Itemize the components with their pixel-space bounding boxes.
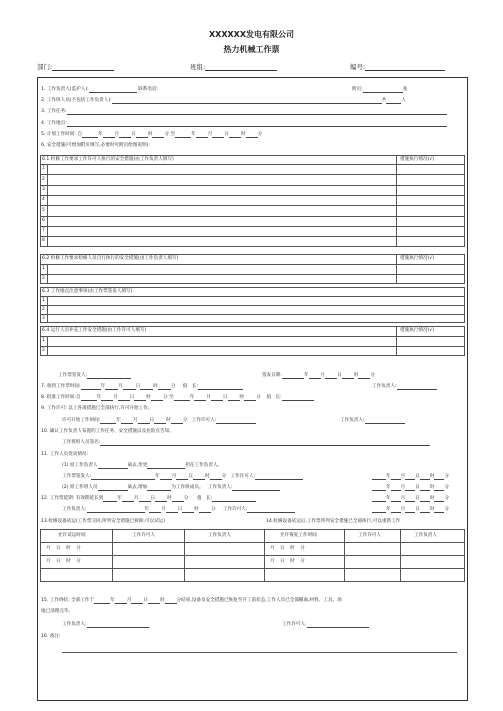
row-3-task[interactable]: 3. 工作任务: xyxy=(41,109,447,115)
row-10-confirm: 10. 确认工作负责人布置的工作任务、安全措施以及危险点告知。 xyxy=(41,429,174,434)
row-10-signatures[interactable]: 工作班组人员签名: xyxy=(62,440,430,446)
row-11-issuer[interactable]: 工作票签发人: 年 月 日 时 分 工作许可人: xyxy=(62,474,303,480)
row-11-changes: 11. 工作人员变动情况: xyxy=(41,452,89,457)
row-4-location[interactable]: 4. 工作地点: xyxy=(41,121,447,127)
resume-row-1[interactable]: 月 日 时 分 xyxy=(270,546,307,551)
work-ticket-page: XXXXXX发电有限公司 热力机械工作票 部门: 班组: 编号: 1. 工作负责人(监护人): 联系电话: 附页: 张 2. 工作班人员(不包括工作负责人): 共 人 3. 工作任务: 4. 工作地点: 5. 计划工作时间: 自 年 月 日 时 分 至 年 月 日 时 分 6. 安全措施(可增加附页填写,必要时可附页绘图说明): 6.1 检修工作要求工作许可人执行的安全措施(由工作负责人填写) 措施执行情况(√) 6.2 检修工作要求检修人员自行执行的安全措施(由工作负责人填写) 措施执行情况(√) 1 2 6.3 工作地点注意事项(由工作票签发人填写) 1 2 3 6.4 运行人员补充工作安全措施(由工作许可人填写) 措施执行情况(√) 1 2 工作票签发人: 签发日期: 年 月 日 时 分 7. 收到工作票时间: 年 月 日 时 分 值 长: 工作负责人: 8. 批准工作时间:自 年 月 日 时 分 至 年 月 日 时 分 值 长: 9. 工作许可: 以上各项措施已全部执行,许可开始工作。 许可开始工作时间: 年 月 日 时 分 工作许可人: 工作负责人: 10. 确认工作负责人布置的工作任务、安全措施以及危险点告知。 工作班组人员签名: 11. 工作人员变动情况: (1) 原工作负责人 离去,变更 担任工作负责人。 工作票签发人: 年 月 日 时 分 工作许可人: 年 月 日 时 分 (2) 原工作班人员 离去,增加 为工作班成员。 工作负责人: 年 月 日 时 分 12. 工作票延期: 有效期延长到 年 月 日 时 分 值 长: 年 月 日 时 分 工作负责人: 年 月 日 时 分 工作许可人: 年 月 日 时 分 13.检修设备试运(工作票交回,所列安全措施已拆除,可以试运) 14.检修设备试运后,工作票所列安全措施已全部执行,可以重新工作 允许试运时间 工作许可人 工作负责人 允许恢复工作时间 工作许可人 工作负责人 月 日 时 分 月 日 时 分 月 日 时 分 月 日 时 分 15. 工作终结: 全部工作于 年 月 日 时 分结束,设备及安全措施已恢复至开工前状态,工作人员已全部撤离,材料、工具、场 地已清理完毕。 工作负责人: 工作许可人: 16. 备注: 1 2 3 4 5 6 7 8 xyxy=(0,0,503,711)
row-11-member-change[interactable]: (2) 原工作班人员 离去,增加 为工作班成员。 工作负责人: xyxy=(62,485,280,491)
row-9-leader[interactable]: 工作负责人: xyxy=(340,418,405,424)
row-15-cleaned: 地已清理完毕。 xyxy=(41,609,74,614)
trial-row-1[interactable]: 月 日 时 分 xyxy=(46,546,83,551)
section-6-1-row-3[interactable]: 3 xyxy=(42,186,45,192)
row-8-approved[interactable]: 8. 批准工作时间:自 年 月 日 时 分 至 年 月 日 时 分 值 长: xyxy=(41,395,314,401)
row-11-leader-change[interactable]: (1) 原工作负责人 离去,变更 担任工作负责人。 xyxy=(62,463,223,468)
row-11-time-a[interactable]: 年 月 日 时 分 xyxy=(372,474,449,480)
row-13-trial-run: 13.检修设备试运(工作票交回,所列安全措施已拆除,可以试运) xyxy=(41,519,166,524)
resume-row-2[interactable]: 月 日 时 分 xyxy=(270,559,307,564)
row-12-time-a[interactable]: 年 月 日 时 分 xyxy=(372,496,449,502)
section-6-4-exec-header: 措施执行情况(√) xyxy=(400,328,435,333)
row-1[interactable]: 1. 工作负责人(监护人): 联系电话: xyxy=(41,87,159,92)
row-16-remarks[interactable]: 16. 备注: xyxy=(41,634,61,639)
number-label: 编号: xyxy=(350,63,366,71)
row-12-time-b[interactable]: 年 月 日 时 分 xyxy=(372,507,449,513)
section-6-1-exec-header: 措施执行情况(√) xyxy=(400,157,435,162)
form-title: 热力机械工作票 xyxy=(223,45,280,54)
row-9-permit: 9. 工作许可: 以上各项措施已全部执行,许可开始工作。 xyxy=(41,406,153,411)
row-14-resume: 14.检修设备试运后,工作票所列安全措施已全部执行,可以重新工作 xyxy=(266,519,401,524)
row-15-leader[interactable]: 工作负责人: xyxy=(62,622,149,628)
section-6-2-exec-header: 措施执行情况(√) xyxy=(400,256,435,261)
row-5-planned-time[interactable]: 5. 计划工作时间: 自 年 月 日 时 分 至 年 月 日 时 分 xyxy=(41,132,263,137)
attachment-pages[interactable]: 附页: 张 xyxy=(352,87,408,92)
row-12-extension[interactable]: 12. 工作票延期: 有效期延长到 年 月 日 时 分 值 长: xyxy=(41,496,256,502)
trial-col-permit: 工作许可人 xyxy=(132,533,155,538)
section-6-1-row-6[interactable]: 6 xyxy=(42,217,45,223)
section-6-2-title: 6.2 检修工作要求检修人员自行执行的安全措施(由工作负责人填写) xyxy=(42,256,179,261)
dept-label: 部门: xyxy=(37,63,53,71)
team-label: 班组: xyxy=(190,63,206,71)
trial-col-time: 允许试运时间 xyxy=(58,533,86,538)
resume-col-permit: 工作许可人 xyxy=(358,533,381,538)
section-6-4-title: 6.4 运行人员补充工作安全措施(由工作许可人填写) xyxy=(42,328,147,333)
row-15-completion[interactable]: 15. 工作终结: 全部工作于 年 月 日 时 分结束,设备及安全措施已恢复至开工前状态,工作人员已全部撤离,材料、工具、场 xyxy=(41,598,342,603)
section-6-1-row-4[interactable]: 4 xyxy=(42,197,45,203)
issue-date-field[interactable]: 签发日期: 年 月 日 时 分 xyxy=(262,373,375,378)
number-field[interactable] xyxy=(350,62,445,71)
row-11-time-b[interactable]: 年 月 日 时 分 xyxy=(372,485,449,491)
row-15-permit[interactable]: 工作许可人: xyxy=(282,622,369,628)
section-6-1-row-2[interactable]: 2 xyxy=(42,176,45,182)
row-7-leader[interactable]: 工作负责人: xyxy=(372,384,437,390)
issuer-field[interactable]: 工作票签发人: xyxy=(58,373,131,379)
team-field[interactable] xyxy=(190,62,277,71)
row-6-safety: 6. 安全措施(可增加附页填写,必要时可附页绘图说明): xyxy=(41,143,150,148)
trial-col-leader: 工作负责人 xyxy=(208,533,231,538)
resume-col-leader: 工作负责人 xyxy=(414,533,437,538)
row-12-leader[interactable]: 工作负责人: 年 月 日 时 分 工作许可人: xyxy=(62,507,295,513)
section-6-1-title: 6.1 检修工作要求工作许可人执行的安全措施(由工作负责人填写) xyxy=(42,157,174,162)
section-6-1-row-8[interactable]: 8 xyxy=(42,238,45,244)
row-7-received[interactable]: 7. 收到工作票时间: 年 月 日 时 分 值 长: xyxy=(41,384,243,390)
section-6-1-row-7[interactable]: 7 xyxy=(42,228,45,234)
resume-col-time: 允许恢复工作时间 xyxy=(280,533,317,538)
row-9-start-time[interactable]: 许可开始工作时间: 年 月 日 时 分 工作许可人: xyxy=(62,418,256,424)
section-6-3-title: 6.3 工作地点注意事项(由工作票签发人填写) xyxy=(42,289,133,294)
row-2[interactable]: 2. 工作班人员(不包括工作负责人): 共 人 xyxy=(41,98,406,103)
trial-row-2[interactable]: 月 日 时 分 xyxy=(46,559,83,564)
safety-table-6-1 xyxy=(40,155,465,247)
section-6-1-row-1[interactable]: 1 xyxy=(42,166,45,172)
company-title: XXXXXX发电有限公司 xyxy=(208,30,294,39)
section-6-1-row-5[interactable]: 5 xyxy=(42,207,45,213)
dept-field[interactable] xyxy=(37,62,114,71)
